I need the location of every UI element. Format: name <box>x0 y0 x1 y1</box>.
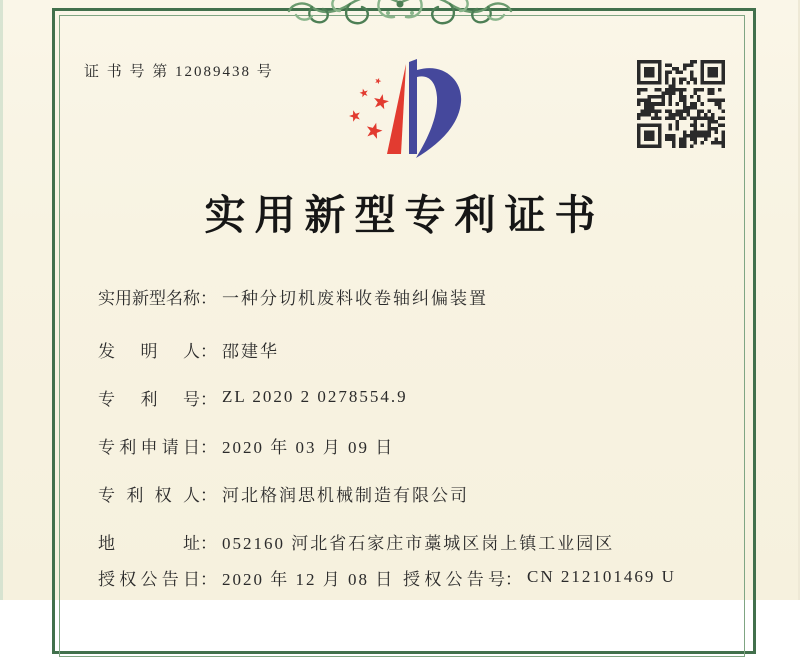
field-colon: ： <box>200 341 217 361</box>
field-colon: ： <box>200 437 217 457</box>
field-label: 专利申请日 <box>98 437 200 457</box>
grant-date-label: 授权公告日 <box>98 569 200 589</box>
field-value: 河北格润思机械制造有限公司 <box>222 485 469 505</box>
field-label: 发明人 <box>98 341 200 361</box>
grant-number-label: 授权公告号 <box>403 569 505 589</box>
scan-edge-left <box>0 0 3 600</box>
field-colon: ： <box>200 569 217 589</box>
qr-code <box>637 60 725 148</box>
field-colon: ： <box>505 569 522 589</box>
field-label: 专利权人 <box>98 485 200 505</box>
field-colon: ： <box>200 389 217 409</box>
floral-flourish-icon <box>284 0 516 31</box>
grant-date-value: 2020 年 12 月 08 日 <box>222 569 395 589</box>
field-label: 实用新型名称 <box>98 288 200 308</box>
field-row-utility-model-name <box>98 272 738 320</box>
field-value: ZL 2020 2 0278554.9 <box>222 387 408 406</box>
certificate-number: 证 书 号 第 12089438 号 <box>84 64 274 80</box>
field-colon: ： <box>200 485 217 505</box>
cnipa-patent-logo-icon <box>340 50 480 165</box>
certificate-fields <box>98 272 738 565</box>
field-value: 052160 河北省石家庄市藁城区岗上镇工业园区 <box>222 533 615 553</box>
page-title: 实用新型专利证书 <box>204 192 605 238</box>
field-colon: ： <box>200 288 217 308</box>
field-value: 2020 年 03 月 09 日 <box>222 437 395 457</box>
grant-date <box>98 562 394 592</box>
field-value: 邵建华 <box>222 341 279 361</box>
field-row-inventor <box>98 325 738 373</box>
field-row-patent-number <box>98 373 738 421</box>
field-colon: ： <box>200 533 217 553</box>
grant-number <box>403 562 676 592</box>
grant-info-row <box>98 562 758 592</box>
field-label: 专利号 <box>98 389 200 409</box>
field-row-filing-date <box>98 421 738 469</box>
field-row-patentee <box>98 469 738 517</box>
field-row-address <box>98 517 738 565</box>
field-label: 地址 <box>98 533 200 553</box>
field-value: 一种分切机废料收卷轴纠偏装置 <box>222 288 488 308</box>
grant-number-value: CN 212101469 U <box>527 567 676 586</box>
